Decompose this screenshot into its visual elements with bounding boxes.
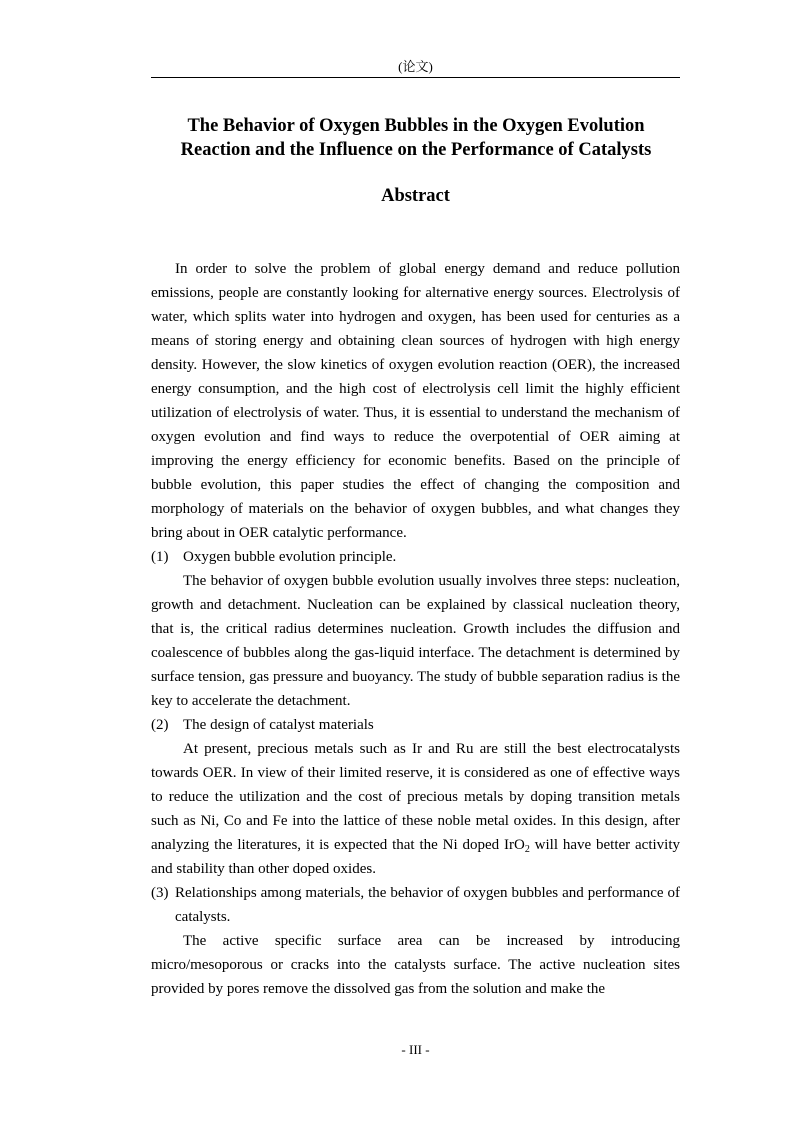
item-3-title: Relationships among materials, the behavior of oxygen bubbles and performance of catalysts.	[175, 885, 680, 925]
running-header: (论文)	[398, 59, 433, 74]
item-3-title-wrap	[175, 881, 680, 929]
title-line-1: The Behavior of Oxygen Bubbles in the Oxygen Evolution	[187, 116, 645, 136]
item-2-text-a: At present, precious metals such as Ir and Ru are still the best electrocatalysts towards OER. In view of their limited reserve, it is considered as one of effective ways to reduce the utilization and the cost of precious metals by doping transition metals such as Ni, Co and Fe into the lattice of these noble metal oxides. In this design, after analyzing the literatures, it is expected that the Ni doped IrO	[151, 741, 680, 853]
item-3-paragraph: The active specific surface area can be increased by introducing micro/mesoporous or cracks into the catalysts surface. The active nucleation sites provided by pores remove the dissolved gas from the solution and make the	[151, 933, 680, 997]
abstract-body	[151, 257, 680, 1001]
item-2-paragraph	[151, 737, 680, 881]
item-2-heading	[151, 713, 680, 737]
item-2-subscript: 2	[524, 844, 530, 855]
item-1-number: (1)	[151, 549, 169, 565]
item-1-heading	[151, 545, 680, 569]
header-rule	[151, 77, 680, 78]
item-2-title: The design of catalyst materials	[183, 717, 374, 733]
item-1-paragraph: The behavior of oxygen bubble evolution usually involves three steps: nucleation, growth and detachment. Nucleation can be explained by classical nucleation theory, that is, the critical radius determines nucleation. Growth includes the diffusion and coalescence of bubbles along the gas-liquid interface. The detachment is determined by surface tension, gas pressure and buoyancy. The study of bubble separation radius is the key to accelerate the detachment.	[151, 573, 680, 709]
item-1-title: Oxygen bubble evolution principle.	[183, 549, 397, 565]
abstract-heading: Abstract	[381, 186, 450, 206]
title-line-2: Reaction and the Influence on the Performance of Catalysts	[180, 140, 652, 160]
item-3-heading	[151, 881, 680, 929]
paper-title	[130, 114, 702, 162]
intro-paragraph: In order to solve the problem of global energy demand and reduce pollution emissions, people are constantly looking for alternative energy sources. Electrolysis of water, which splits water into hydrogen and oxygen, has been used for centuries as a means of storing energy and obtaining clean sources of hydrogen with high energy density. However, the slow kinetics of oxygen evolution reaction (OER), the increased energy consumption, and the high cost of electrolysis cell limit the highly efficient utilization of electrolysis of water. Thus, it is essential to understand the mechanism of oxygen evolution and find ways to reduce the overpotential of OER aiming at improving the energy efficiency for economic benefits. Based on the principle of bubble evolution, this paper studies the effect of changing the composition and morphology of materials on the behavior of oxygen bubbles, and what changes they bring about in OER catalytic performance.	[151, 261, 680, 541]
item-3-number: (3)	[151, 885, 169, 901]
item-2-number: (2)	[151, 717, 169, 733]
page-number: - III -	[401, 1042, 430, 1057]
item-2-text-b: will have better activity and stability than other doped oxides.	[151, 837, 680, 877]
